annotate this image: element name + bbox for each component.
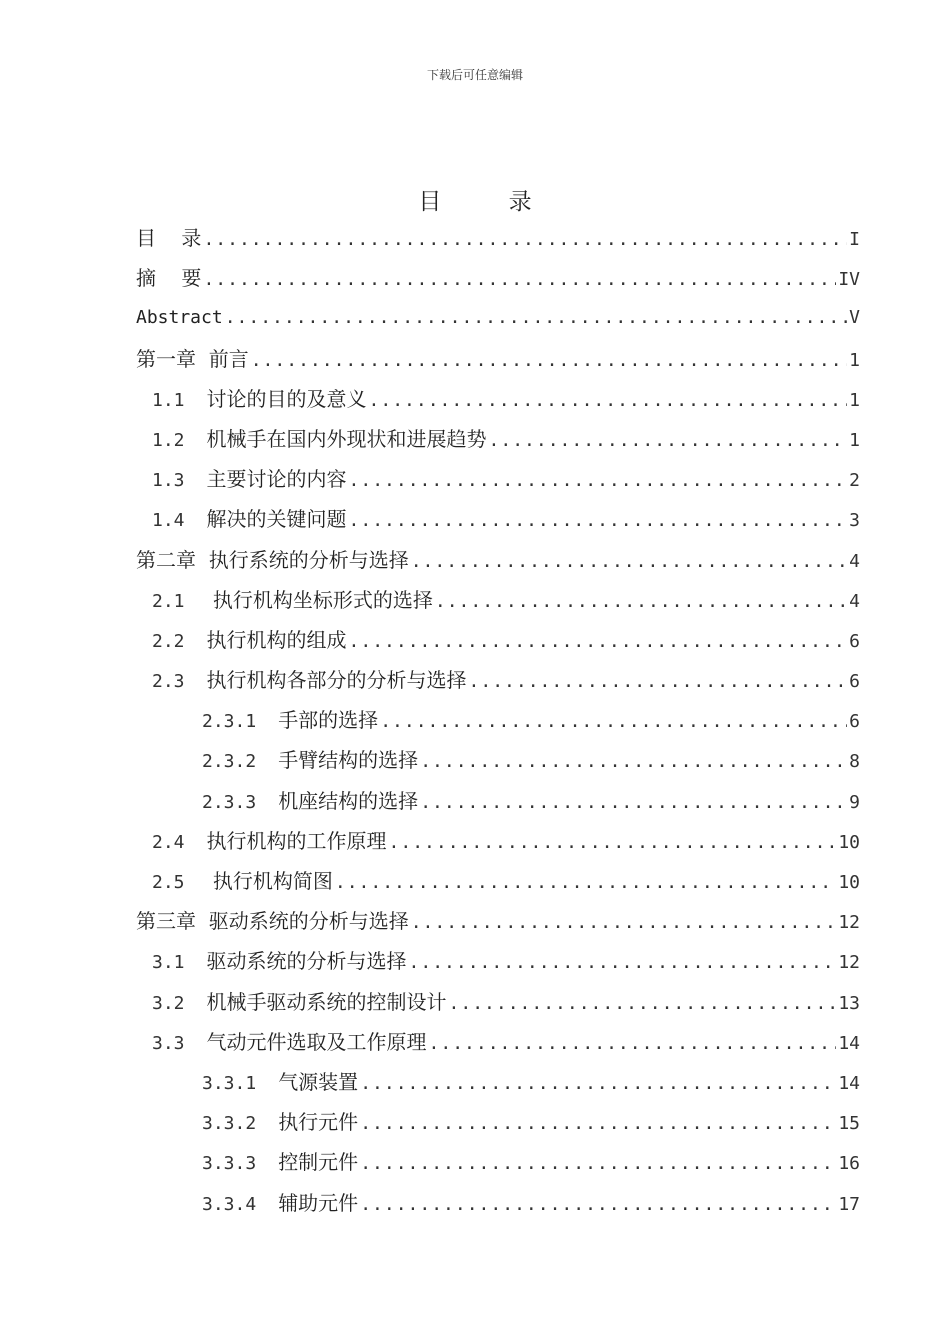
toc-entry-number: 3.3.4 (202, 1193, 257, 1215)
toc-entry-page: 4 (849, 590, 860, 612)
toc-entry-page: 15 (838, 1113, 860, 1135)
toc-leader-dots (409, 943, 837, 983)
toc-entry-label: 讨论的目的及意义 (206, 386, 367, 411)
toc-leader-dots (389, 823, 837, 863)
toc-leader-dots (429, 1024, 837, 1064)
toc-entry[interactable] (136, 982, 860, 1022)
toc-entry-label: Abstract (136, 307, 223, 329)
toc-entry-number: 2.3.2 (202, 751, 257, 773)
toc-entry-page: 14 (838, 1072, 860, 1094)
toc-entry-page: 1 (849, 429, 860, 451)
toc-entry-number: 3.3 (152, 1032, 185, 1054)
toc-entry-number: 2.3 (152, 671, 185, 693)
toc-leader-dots (411, 903, 837, 943)
toc-entry[interactable] (136, 1102, 860, 1142)
toc-leader-dots (489, 421, 848, 461)
toc-entry[interactable] (136, 740, 860, 780)
toc-entry-number: 3.1 (152, 952, 185, 974)
toc-entry-number: 1.3 (152, 470, 185, 492)
toc-entry[interactable] (136, 580, 860, 620)
toc-entry[interactable] (136, 419, 860, 459)
toc-entry[interactable] (136, 298, 860, 338)
toc-entry[interactable] (136, 499, 860, 539)
toc-leader-dots (203, 260, 836, 300)
toc-entry-page: 17 (838, 1193, 860, 1215)
toc-entry-label: 机械手驱动系统的控制设计 (206, 989, 447, 1014)
toc-entry-label: 执行机构的组成 (206, 627, 347, 652)
page-header: 下载后可任意编辑 (426, 68, 523, 82)
toc-entry-page: 10 (838, 872, 860, 893)
toc-entry-number: 2.1 (152, 590, 185, 612)
toc-entry-label: 第三章 驱动系统的分析与选择 (136, 909, 409, 934)
toc-entry-label: 执行元件 (278, 1110, 359, 1135)
toc-entry-label: 执行机构的工作原理 (206, 828, 387, 853)
toc-leader-dots (349, 461, 848, 501)
toc-entry-page: V (849, 307, 860, 329)
toc-leader-dots (369, 381, 848, 421)
toc-leader-dots (435, 582, 847, 622)
toc-entry-label: 执行机构简图 (206, 869, 333, 893)
toc-entry[interactable] (136, 620, 860, 660)
toc-leader-dots (360, 1064, 836, 1104)
toc-entry-page: 1 (849, 349, 860, 371)
toc-leader-dots (360, 1104, 836, 1144)
toc-entry[interactable] (136, 660, 860, 700)
toc-entry-page: 14 (838, 1032, 860, 1054)
toc-leader-dots (469, 662, 848, 702)
toc-entry-number: 1.2 (152, 429, 185, 451)
toc-entry[interactable] (136, 1183, 860, 1223)
toc-entry-number: 1.1 (152, 389, 185, 411)
toc-leader-dots (225, 298, 847, 338)
toc-entry-page: 13 (838, 992, 860, 1014)
toc-entry-page: 6 (849, 630, 860, 652)
toc-entry-number: 2.2 (152, 630, 185, 652)
toc-leader-dots (360, 1144, 836, 1184)
toc-entry-page: 12 (838, 912, 860, 934)
toc-leader-dots (411, 542, 847, 582)
toc-leader-dots (349, 501, 848, 541)
toc-entry-label: 摘 要 (136, 266, 202, 291)
toc-entry[interactable] (136, 459, 860, 499)
toc-entry-label: 第二章 执行系统的分析与选择 (136, 547, 409, 572)
toc-leader-dots (420, 742, 847, 782)
toc-entry-label: 驱动系统的分析与选择 (206, 949, 407, 974)
toc-leader-dots (335, 863, 836, 903)
toc-entry-number: 2.3.1 (202, 711, 257, 733)
toc-entry[interactable] (136, 700, 860, 740)
toc-entry-number: 3.3.1 (202, 1072, 257, 1094)
toc-entry-number: 2.3.3 (202, 791, 257, 813)
toc-entry-label: 目 录 (136, 226, 202, 250)
toc-leader-dots (203, 220, 847, 260)
toc-entry[interactable] (136, 258, 860, 298)
toc-entry-page: 6 (849, 711, 860, 733)
toc-entry[interactable] (136, 1062, 860, 1102)
toc-leader-dots (360, 1185, 836, 1225)
toc-leader-dots (251, 341, 847, 381)
toc-leader-dots (420, 783, 847, 823)
toc-entry-label: 执行机构各部分的分析与选择 (206, 668, 467, 693)
toc-leader-dots (449, 984, 837, 1024)
toc-entry-label: 解决的关键问题 (206, 507, 347, 532)
toc-entry[interactable] (136, 781, 860, 821)
toc-entry-number: 3.3.2 (202, 1113, 257, 1135)
toc-entry-page: IV (838, 269, 860, 291)
toc-entry-number: 3.2 (152, 992, 185, 1014)
toc-entry-page: 2 (849, 470, 860, 492)
toc-entry[interactable] (136, 1022, 860, 1062)
toc-entry-number: 2.4 (152, 831, 185, 853)
toc-entry-page: 12 (838, 952, 860, 974)
toc-entry-page: 1 (849, 389, 860, 411)
toc-entry-page: 8 (849, 751, 860, 773)
toc-entry-label: 手臂结构的选择 (278, 748, 419, 773)
toc-entry-page: 9 (849, 791, 860, 813)
toc-entry-page: 6 (849, 671, 860, 693)
toc-entry[interactable] (136, 218, 860, 258)
toc-entry-label: 执行机构坐标形式的选择 (206, 587, 433, 612)
toc-entry-label: 气动元件选取及工作原理 (206, 1029, 427, 1054)
toc-entry[interactable] (136, 941, 860, 981)
toc-entry[interactable] (136, 339, 860, 379)
table-of-contents (136, 218, 860, 1223)
toc-entry[interactable] (136, 540, 860, 580)
toc-leader-dots (380, 702, 847, 742)
toc-entry-label: 主要讨论的内容 (206, 467, 347, 492)
toc-entry-page: 10 (838, 831, 860, 853)
toc-entry[interactable] (136, 821, 860, 861)
toc-entry-page: 3 (849, 510, 860, 532)
toc-entry-label: 辅助元件 (278, 1190, 359, 1215)
toc-entry-page: 16 (838, 1153, 860, 1175)
toc-entry-label: 手部的选择 (278, 708, 379, 733)
toc-entry[interactable] (136, 861, 860, 901)
toc-entry[interactable] (136, 1142, 860, 1182)
toc-entry[interactable] (136, 379, 860, 419)
toc-entry-label: 机座结构的选择 (278, 788, 419, 813)
toc-entry-label: 机械手在国内外现状和进展趋势 (206, 426, 487, 451)
toc-entry-page: 4 (849, 550, 860, 572)
toc-entry-number: 3.3.3 (202, 1153, 257, 1175)
toc-title: 目 录 (418, 189, 562, 215)
toc-entry-label: 控制元件 (278, 1150, 359, 1175)
toc-entry[interactable] (136, 901, 860, 941)
toc-entry-number: 1.4 (152, 510, 185, 532)
toc-entry-page: I (849, 229, 860, 250)
toc-entry-number: 2.5 (152, 872, 185, 893)
toc-leader-dots (349, 622, 848, 662)
toc-entry-label: 气源装置 (278, 1069, 359, 1094)
toc-entry-label: 第一章 前言 (136, 346, 249, 371)
